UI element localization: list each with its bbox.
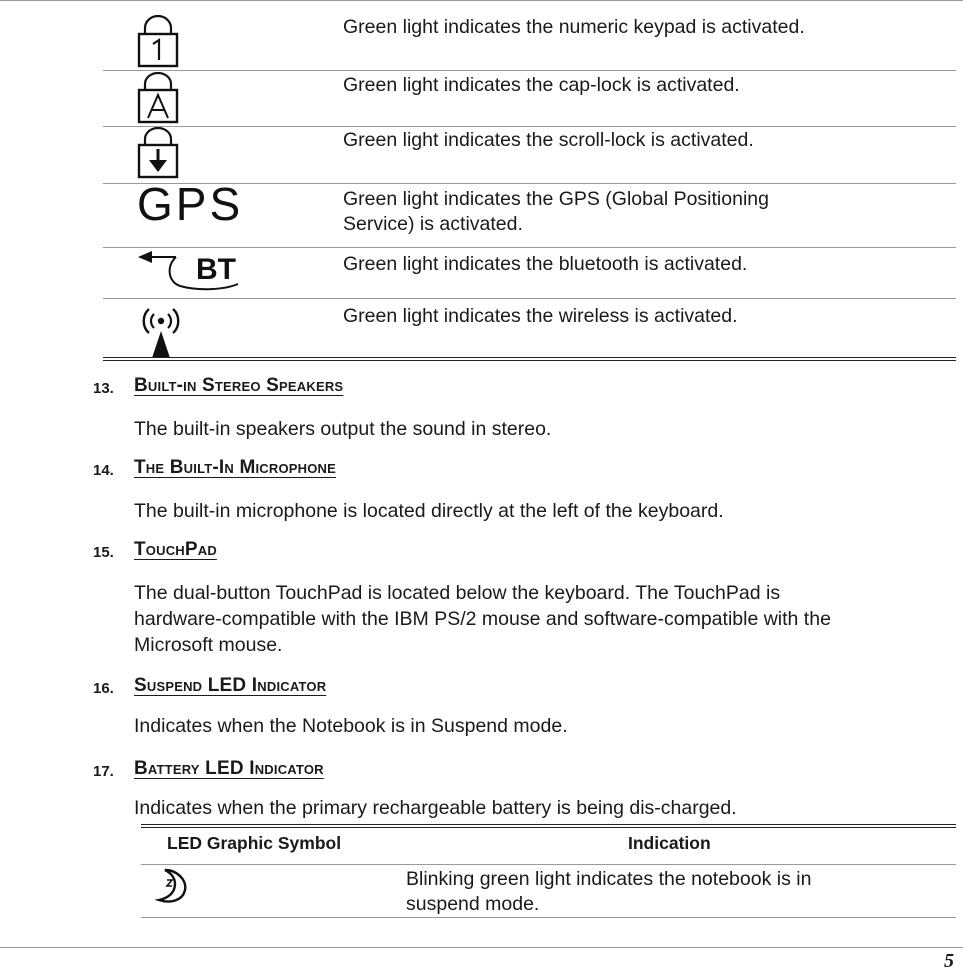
table-top-border bbox=[141, 824, 956, 825]
num-lock-description: Green light indicates the numeric keypad is activated. bbox=[343, 16, 805, 38]
wireless-description: Green light indicates the wireless is activated. bbox=[343, 305, 738, 327]
num-lock-icon bbox=[136, 14, 180, 68]
bluetooth-label: BT bbox=[196, 253, 236, 286]
table-bottom-border bbox=[103, 360, 956, 361]
section-body-line-3: Microsoft mouse. bbox=[134, 634, 283, 656]
row-divider bbox=[103, 126, 956, 127]
header-divider bbox=[141, 864, 956, 865]
section-heading-suspend-led: Suspend LED Indicator bbox=[134, 675, 327, 696]
suspend-description-line-2: suspend mode. bbox=[406, 893, 540, 915]
section-number: 16. bbox=[93, 680, 114, 697]
section-body-line-2: hardware-compatible with the IBM PS/2 mouse and software-compatible with the bbox=[134, 608, 831, 630]
gps-description-line-1: Green light indicates the GPS (Global Positioning bbox=[343, 188, 769, 210]
footer-rule bbox=[0, 947, 963, 948]
section-number: 17. bbox=[93, 763, 114, 780]
gps-icon: GPS bbox=[137, 178, 244, 230]
caps-lock-icon bbox=[136, 72, 180, 124]
row-divider bbox=[103, 298, 956, 299]
section-body: Indicates when the Notebook is in Suspend mode. bbox=[134, 715, 568, 737]
table-top-border bbox=[141, 827, 956, 828]
section-heading-battery-led: Battery LED Indicator bbox=[134, 758, 324, 779]
bluetooth-icon bbox=[136, 250, 246, 296]
page-number: 5 bbox=[944, 950, 954, 972]
row-divider bbox=[103, 70, 956, 71]
caps-lock-description: Green light indicates the cap-lock is activated. bbox=[343, 74, 740, 96]
section-heading-touchpad: TouchPad bbox=[134, 539, 217, 560]
section-number: 13. bbox=[93, 380, 114, 397]
table-bottom-border bbox=[141, 917, 956, 918]
top-border bbox=[0, 0, 963, 1]
section-body: The built-in microphone is located directly at the left of the keyboard. bbox=[134, 500, 724, 522]
section-heading-speakers: Built-in Stereo Speakers bbox=[134, 375, 344, 396]
section-body-line-1: The dual-button TouchPad is located below the keyboard. The TouchPad is bbox=[134, 582, 781, 604]
table-bottom-border bbox=[103, 357, 956, 358]
scroll-lock-description: Green light indicates the scroll-lock is activated. bbox=[343, 129, 754, 151]
section-number: 14. bbox=[93, 462, 114, 479]
section-body: Indicates when the primary rechargeable battery is being dis-charged. bbox=[134, 797, 737, 819]
scroll-lock-icon bbox=[136, 127, 180, 179]
suspend-description-line-1: Blinking green light indicates the notebook is in bbox=[406, 868, 812, 890]
column-header-indication: Indication bbox=[628, 833, 711, 853]
bluetooth-description: Green light indicates the bluetooth is activated. bbox=[343, 253, 748, 275]
column-header-symbol: LED Graphic Symbol bbox=[167, 833, 342, 853]
row-divider bbox=[103, 247, 956, 248]
section-body: The built-in speakers output the sound in stereo. bbox=[134, 418, 552, 440]
suspend-moon-icon bbox=[153, 866, 193, 906]
section-heading-microphone: The Built-In Microphone bbox=[134, 457, 337, 478]
wireless-icon bbox=[138, 303, 184, 359]
section-number: 15. bbox=[93, 544, 114, 561]
gps-description-line-2: Service) is activated. bbox=[343, 213, 523, 235]
